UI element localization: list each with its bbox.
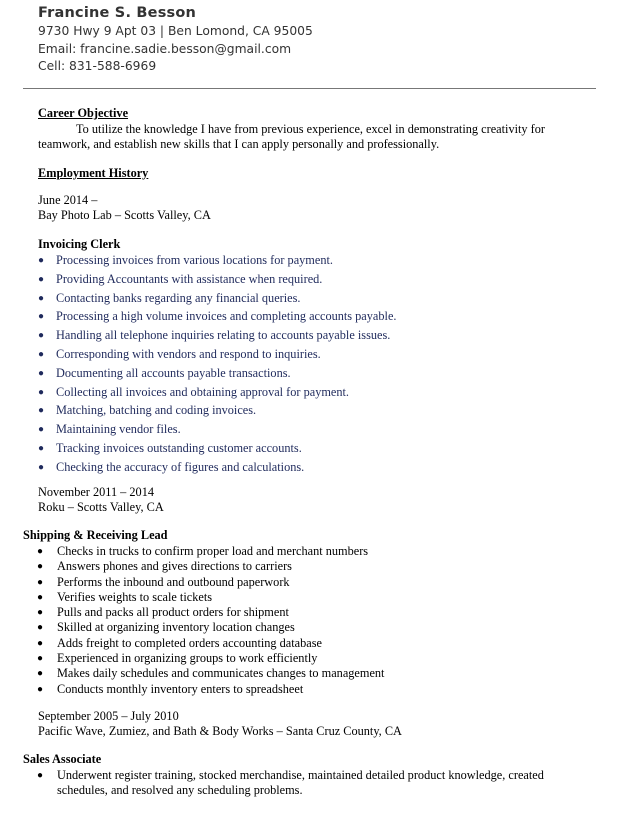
bullet-icon: ● — [38, 348, 45, 360]
list-item: ● Underwent register training, stocked merchandise, maintained detailed product knowledge, created — [37, 768, 544, 782]
objective-line-2: teamwork, and establish new skills that I can apply personally and professionally. — [38, 137, 440, 151]
list-item: ● Performs the inbound and outbound paperwork — [37, 574, 290, 589]
list-item: ● Makes daily schedules and communicates changes to management — [37, 666, 385, 681]
list-item: ● Experienced in organizing groups to work efficiently — [37, 651, 318, 666]
objective-heading: Career Objective — [38, 106, 129, 120]
bullet-icon: ● — [37, 653, 44, 665]
bullet-icon: ● — [37, 668, 44, 680]
job-title: Shipping & Receiving Lead — [23, 528, 168, 542]
bullet-icon: ● — [37, 770, 44, 781]
bullet-icon: ● — [38, 273, 45, 285]
list-item: ● Answers phones and gives directions to carriers — [37, 559, 292, 574]
bullet-icon: ● — [38, 386, 45, 398]
list-item: ● Providing Accountants with assistance when required. — [38, 271, 323, 286]
bullet-icon: ● — [37, 546, 44, 557]
bullet-icon: ● — [38, 424, 45, 436]
list-item: ● Checks in trucks to confirm proper load and merchant numbers — [37, 544, 369, 558]
list-item: ● Matching, batching and coding invoices. — [38, 403, 257, 418]
bullet-icon: ● — [37, 637, 44, 649]
bullet-icon: ● — [37, 576, 44, 588]
list-item: ● Verifies weights to scale tickets — [37, 589, 213, 604]
bullet-icon: ● — [38, 330, 45, 342]
list-item: ● Corresponding with vendors and respond to inquiries. — [38, 346, 321, 361]
duties-list — [36, 768, 544, 783]
job-dates: June 2014 – — [38, 193, 98, 207]
list-item: ● Conducts monthly inventory enters to spreadsheet — [37, 681, 304, 696]
list-item: ● Collecting all invoices and obtaining approval for payment. — [38, 384, 349, 399]
bullet-icon: ● — [38, 292, 45, 304]
job-dates: November 2011 – 2014 — [38, 485, 155, 499]
job-company: Bay Photo Lab – Scotts Valley, CA — [38, 208, 211, 222]
objective-line-1: To utilize the knowledge I have from previous experience, excel in demonstrating creativity for — [76, 122, 545, 136]
job-title: Sales Associate — [23, 752, 102, 766]
bullet-icon: ● — [38, 367, 45, 379]
bullet-icon: ● — [38, 255, 45, 266]
bullet-icon: ● — [37, 683, 44, 695]
bullet-icon: ● — [37, 591, 44, 603]
bullet-icon: ● — [37, 561, 44, 573]
duties-list — [38, 253, 396, 479]
list-item: ● Pulls and packs all product orders for shipment — [37, 605, 289, 620]
list-item: ● Skilled at organizing inventory location changes — [37, 620, 295, 635]
address-line: 9730 Hwy 9 Apt 03 | Ben Lomond, CA 95005 — [38, 24, 313, 38]
bullet-icon: ● — [38, 311, 45, 323]
list-item-continuation: schedules, and resolved any scheduling problems. — [57, 783, 303, 797]
list-item: ● Contacting banks regarding any financial queries. — [38, 290, 301, 305]
resume-header — [38, 3, 598, 76]
job-company: Roku – Scotts Valley, CA — [38, 500, 164, 514]
list-item: ● Processing a high volume invoices and completing accounts payable. — [38, 309, 397, 324]
list-item: ● Tracking invoices outstanding customer accounts. — [38, 440, 302, 455]
job-dates: September 2005 – July 2010 — [38, 709, 179, 723]
job-company: Pacific Wave, Zumiez, and Bath & Body Works – Santa Cruz County, CA — [38, 724, 402, 738]
email-line: Email: francine.sadie.besson@gmail.com — [38, 41, 292, 56]
list-item: ● Handling all telephone inquiries relating to accounts payable issues. — [38, 328, 391, 343]
bullet-icon: ● — [38, 405, 45, 417]
duties-list — [36, 544, 384, 697]
bullet-icon: ● — [37, 607, 44, 619]
bullet-icon: ● — [37, 622, 44, 634]
list-item: ● Processing invoices from various locations for payment. — [38, 253, 333, 267]
cell-line: Cell: 831-588-6969 — [38, 59, 157, 73]
job-title: Invoicing Clerk — [38, 237, 121, 251]
bullet-icon: ● — [38, 442, 45, 454]
list-item: ● Documenting all accounts payable transactions. — [38, 365, 291, 380]
list-item: ● Adds freight to completed orders accounting database — [37, 635, 322, 650]
header-divider — [23, 88, 596, 89]
employment-heading: Employment History — [38, 166, 149, 180]
bullet-icon: ● — [38, 461, 45, 473]
list-item: ● Maintaining vendor files. — [38, 422, 181, 437]
applicant-name: Francine S. Besson — [38, 5, 197, 21]
list-item: ● Checking the accuracy of figures and calculations. — [38, 459, 305, 474]
